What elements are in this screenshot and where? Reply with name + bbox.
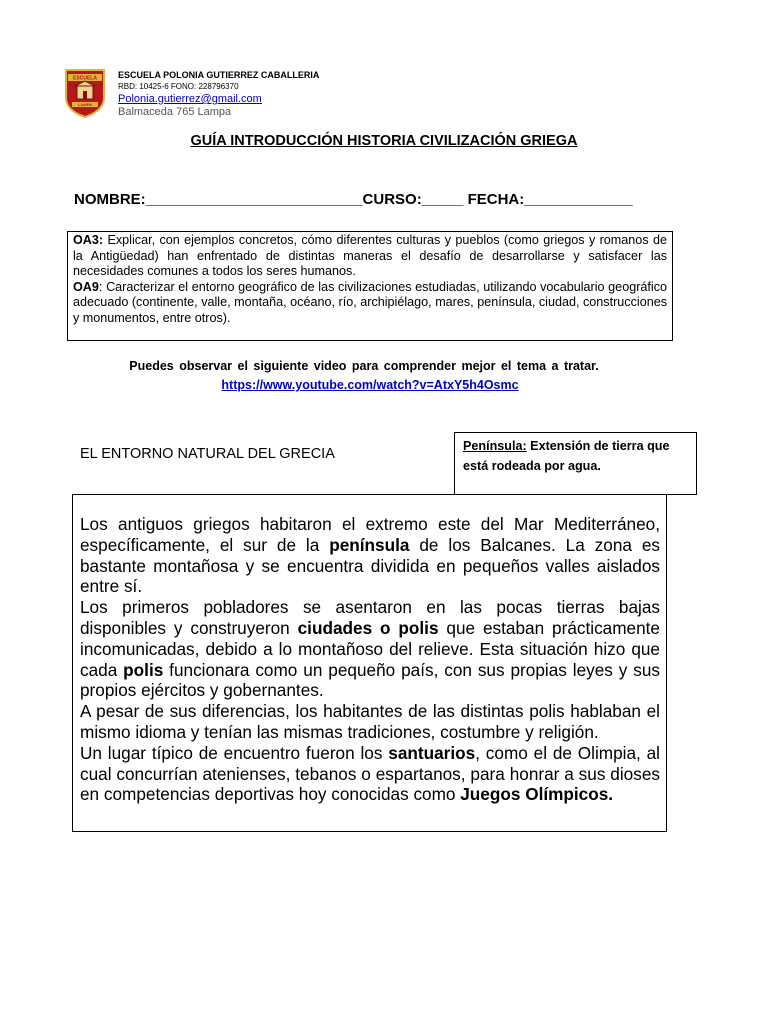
section-title: EL ENTORNO NATURAL DEL GRECIA [80, 446, 335, 462]
paragraph-3: A pesar de sus diferencias, los habitantes de las distintas polis hablaban el mismo idioma y tenían las mismas tradiciones, costumbre y religión. [80, 701, 660, 742]
text-span: que estaban prácticamente incomunicadas, debido a lo montañoso del relieve. Esta situación hizo que cada [80, 617, 660, 680]
definition-text: Extensión de tierra que está rodeada por agua. [463, 439, 670, 473]
school-rbd-phone: RBD: 10425-6 FONO: 228796370 [118, 82, 239, 91]
objectives-box [67, 231, 673, 341]
definition-box [454, 432, 697, 495]
definition-term: Península: [463, 439, 527, 453]
oa9-label: OA9 [73, 279, 99, 294]
paragraph-1 [80, 514, 660, 597]
svg-text:LAMPA: LAMPA [78, 102, 92, 107]
objective-oa3 [73, 233, 667, 280]
text-span: de los Balcanes. La zona es bastante montañosa y se encuentra dividida en pequeños valles aislados entre sí. [80, 534, 660, 597]
keyword-juegos-olimpicos: Juegos Olímpicos. [460, 784, 614, 805]
paragraph-2 [80, 597, 660, 701]
keyword-ciudades-polis: ciudades o polis [297, 617, 439, 638]
oa9-text: : Caracterizar el entorno geográfico de las civilizaciones estudiadas, utilizando vocabulario geográfico adecuado (continente, valle, montaña, océano, río, archipiélago, mares, península, ciudad, construcciones y monumentos, entre otros). [73, 279, 667, 325]
school-email-link[interactable]: Polonia.gutierrez@gmail.com [118, 93, 262, 105]
text-span: Un lugar típico de encuentro fueron los [80, 742, 389, 763]
document-title: GUÍA INTRODUCCIÓN HISTORIA CIVILIZACIÓN GRIEGA [190, 133, 578, 149]
keyword-polis: polis [123, 659, 164, 680]
oa3-label: OA3: [73, 233, 104, 247]
text-span: funcionara como un pequeño país, con sus propias leyes y sus propios ejércitos y gobernantes. [80, 659, 661, 701]
video-link[interactable]: https://www.youtube.com/watch?v=AtxY5h4Osmc [221, 378, 519, 392]
oa3-text: Explicar, con ejemplos concretos, cómo diferentes culturas y pueblos (como griegos y romanos de la Antigüedad) han enfrentado de distintas maneras el desafío de desarrollarse y satisfacer las necesidades comunes a todos los seres humanos. [73, 233, 667, 279]
school-name: ESCUELA POLONIA GUTIERREZ CABALLERIA [118, 70, 320, 80]
text-span: Los primeros pobladores se asentaron en las pocas tierras bajas disponibles y construyeron [80, 597, 660, 638]
objective-oa9 [73, 280, 667, 327]
student-info-line: NOMBRE:__________________________CURSO:_____ FECHA:_____________ [74, 191, 633, 208]
school-address: Balmaceda 765 Lampa [118, 106, 232, 118]
reading-text-box [72, 494, 667, 832]
school-logo [64, 68, 106, 118]
svg-text:ESCUELA: ESCUELA [73, 75, 97, 82]
keyword-santuarios: santuarios [388, 742, 476, 763]
video-instruction: Puedes observar el siguiente video para comprender mejor el tema a tratar. [129, 359, 599, 373]
keyword-peninsula: península [329, 534, 410, 555]
text-span: , como el de Olimpia, al cual concurrían atenienses, tebanos o espartanos, para honrar a sus dioses en competencias deportivas hoy conocidas como [80, 742, 661, 805]
text-span: Los antiguos griegos habitaron el extremo este del Mar Mediterráneo, específicamente, el sur de la [80, 514, 660, 555]
paragraph-4 [80, 743, 660, 805]
